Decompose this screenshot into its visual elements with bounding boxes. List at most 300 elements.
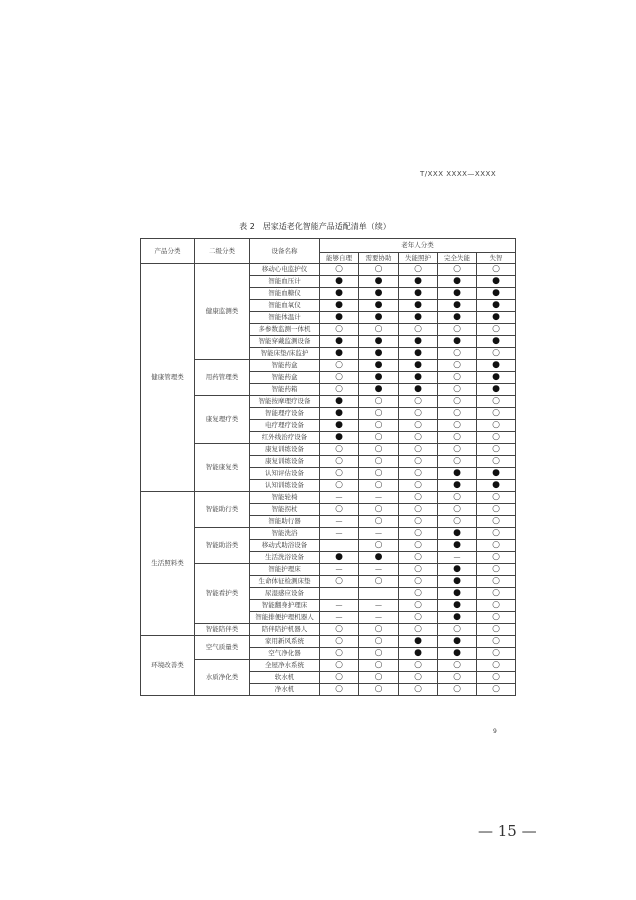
open-circle-icon: ○ — [453, 672, 461, 682]
header-category: 产品分类 — [141, 239, 195, 264]
open-circle-icon: ○ — [492, 420, 500, 430]
open-circle-icon: ○ — [492, 396, 500, 406]
subcategory-cell: 智能康复类 — [195, 444, 250, 492]
device-name-cell: 康复训练设备 — [250, 444, 320, 456]
device-name-cell: 家用新风系统 — [250, 636, 320, 648]
suitability-cell — [320, 564, 359, 576]
suitability-cell — [477, 312, 516, 324]
suitability-cell — [438, 456, 477, 468]
table-row — [141, 264, 516, 276]
device-name-cell: 电疗理疗设备 — [250, 420, 320, 432]
suitability-cell — [359, 420, 399, 432]
filled-circle-icon: ● — [414, 348, 422, 358]
suitability-cell — [359, 480, 399, 492]
open-circle-icon: ○ — [453, 420, 461, 430]
device-name-cell: 智能助行器 — [250, 516, 320, 528]
suitability-cell — [477, 516, 516, 528]
suitability-cell — [399, 540, 438, 552]
open-circle-icon: ○ — [335, 264, 343, 274]
open-circle-icon: ○ — [453, 360, 461, 370]
suitability-cell — [359, 288, 399, 300]
device-name-cell: 智能理疗设备 — [250, 408, 320, 420]
suitability-cell — [438, 444, 477, 456]
suitability-cell — [399, 468, 438, 480]
filled-circle-icon: ● — [453, 576, 461, 586]
suitability-cell — [438, 684, 477, 696]
filled-circle-icon: ● — [414, 372, 422, 382]
device-name-cell: 移动式助浴设备 — [250, 540, 320, 552]
open-circle-icon: ○ — [492, 552, 500, 562]
suitability-cell — [359, 408, 399, 420]
open-circle-icon: ○ — [414, 552, 422, 562]
suitability-cell — [477, 384, 516, 396]
suitability-cell — [359, 444, 399, 456]
open-circle-icon: ○ — [335, 672, 343, 682]
suitability-cell — [399, 396, 438, 408]
filled-circle-icon: ● — [414, 636, 422, 646]
filled-circle-icon: ● — [335, 432, 343, 442]
header-dementia: 失智 — [477, 253, 516, 264]
suitability-cell — [438, 672, 477, 684]
suitability-cell — [320, 420, 359, 432]
table-note-number: 9 — [493, 728, 497, 735]
open-circle-icon: ○ — [335, 468, 343, 478]
open-circle-icon: ○ — [414, 444, 422, 454]
subcategory-cell: 水质净化类 — [195, 660, 250, 696]
suitability-cell — [477, 480, 516, 492]
open-circle-icon: ○ — [414, 504, 422, 514]
suitability-cell — [477, 468, 516, 480]
device-name-cell: 智能药盒 — [250, 360, 320, 372]
filled-circle-icon: ● — [453, 540, 461, 550]
open-circle-icon: ○ — [414, 516, 422, 526]
table-row — [141, 396, 516, 408]
suitability-cell — [359, 468, 399, 480]
suitability-cell — [320, 480, 359, 492]
open-circle-icon: ○ — [374, 420, 383, 430]
filled-circle-icon: ● — [335, 288, 343, 298]
suitability-cell — [320, 648, 359, 660]
device-name-cell: 生命体征检测床垫 — [250, 576, 320, 588]
open-circle-icon: ○ — [453, 408, 461, 418]
filled-circle-icon: ● — [492, 312, 500, 322]
suitability-cell — [320, 552, 359, 564]
suitability-cell — [438, 408, 477, 420]
open-circle-icon: ○ — [492, 456, 500, 466]
suitability-cell — [320, 300, 359, 312]
open-circle-icon: ○ — [414, 468, 422, 478]
device-name-cell: 智能排便护理机器人 — [250, 612, 320, 624]
suitability-cell — [320, 588, 359, 600]
device-name-cell: 空气净化器 — [250, 648, 320, 660]
suitability-cell — [399, 432, 438, 444]
suitability-cell — [477, 372, 516, 384]
suitability-cell — [438, 624, 477, 636]
open-circle-icon: ○ — [492, 624, 500, 634]
dash-icon: — — [335, 601, 343, 609]
filled-circle-icon: ● — [335, 336, 343, 346]
open-circle-icon: ○ — [414, 600, 422, 610]
open-circle-icon: ○ — [453, 684, 461, 694]
filled-circle-icon: ● — [414, 276, 422, 286]
suitability-cell — [399, 528, 438, 540]
suitability-cell — [399, 516, 438, 528]
header-row — [141, 239, 516, 253]
open-circle-icon: ○ — [335, 648, 343, 658]
suitability-cell — [399, 312, 438, 324]
suitability-cell — [477, 264, 516, 276]
open-circle-icon: ○ — [335, 684, 343, 694]
suitability-cell — [399, 672, 438, 684]
open-circle-icon: ○ — [374, 576, 383, 586]
suitability-cell — [399, 504, 438, 516]
device-name-cell: 智能按摩理疗设备 — [250, 396, 320, 408]
filled-circle-icon: ● — [414, 384, 422, 394]
device-name-cell: 红外线治疗设备 — [250, 432, 320, 444]
suitability-cell — [477, 300, 516, 312]
suitability-cell — [399, 324, 438, 336]
open-circle-icon: ○ — [374, 456, 383, 466]
open-circle-icon: ○ — [374, 672, 383, 682]
table-row — [141, 636, 516, 648]
suitability-cell — [320, 456, 359, 468]
suitability-cell — [438, 504, 477, 516]
open-circle-icon: ○ — [374, 408, 383, 418]
suitability-cell — [320, 492, 359, 504]
dash-icon: — — [335, 529, 343, 537]
open-circle-icon: ○ — [414, 264, 422, 274]
suitability-cell — [399, 444, 438, 456]
open-circle-icon: ○ — [492, 432, 500, 442]
suitability-cell — [438, 420, 477, 432]
suitability-cell — [359, 264, 399, 276]
open-circle-icon: ○ — [374, 636, 383, 646]
open-circle-icon: ○ — [414, 684, 422, 694]
suitability-cell — [438, 492, 477, 504]
open-circle-icon: ○ — [453, 384, 461, 394]
open-circle-icon: ○ — [492, 444, 500, 454]
suitability-cell — [320, 324, 359, 336]
table-title: 表 2 居家适老化智能产品适配清单（续） — [239, 222, 391, 231]
open-circle-icon: ○ — [335, 444, 343, 454]
dash-icon: — — [335, 493, 343, 501]
suitability-cell — [399, 552, 438, 564]
open-circle-icon: ○ — [414, 420, 422, 430]
filled-circle-icon: ● — [453, 600, 461, 610]
open-circle-icon: ○ — [374, 324, 383, 334]
open-circle-icon: ○ — [414, 324, 422, 334]
suitability-cell — [477, 420, 516, 432]
device-name-cell: 智能药箱 — [250, 384, 320, 396]
category-cell: 健康管理类 — [141, 264, 195, 492]
filled-circle-icon: ● — [414, 312, 422, 322]
table-row — [141, 492, 516, 504]
device-name-cell: 净水机 — [250, 684, 320, 696]
open-circle-icon: ○ — [335, 504, 343, 514]
suitability-cell — [399, 372, 438, 384]
open-circle-icon: ○ — [492, 540, 500, 550]
filled-circle-icon: ● — [335, 408, 343, 418]
open-circle-icon: ○ — [453, 660, 461, 670]
subcategory-cell: 用药管理类 — [195, 360, 250, 396]
suitability-cell — [320, 360, 359, 372]
filled-circle-icon: ● — [453, 336, 461, 346]
suitability-cell — [477, 348, 516, 360]
dash-icon: — — [375, 529, 382, 537]
filled-circle-icon: ● — [335, 312, 343, 322]
open-circle-icon: ○ — [492, 528, 500, 538]
suitability-cell — [477, 564, 516, 576]
suitability-cell — [320, 672, 359, 684]
suitability-cell — [320, 516, 359, 528]
dash-icon: — — [335, 517, 343, 525]
suitability-cell — [438, 588, 477, 600]
suitability-cell — [359, 540, 399, 552]
suitability-cell — [359, 360, 399, 372]
open-circle-icon: ○ — [414, 396, 422, 406]
suitability-cell — [399, 300, 438, 312]
open-circle-icon: ○ — [492, 348, 500, 358]
suitability-cell — [438, 372, 477, 384]
filled-circle-icon: ● — [453, 612, 461, 622]
open-circle-icon: ○ — [414, 660, 422, 670]
suitability-cell — [477, 588, 516, 600]
subcategory-cell: 空气质量类 — [195, 636, 250, 660]
open-circle-icon: ○ — [492, 612, 500, 622]
suitability-cell — [359, 672, 399, 684]
suitability-cell — [477, 600, 516, 612]
filled-circle-icon: ● — [414, 336, 422, 346]
device-name-cell: 智能穿戴监测设备 — [250, 336, 320, 348]
open-circle-icon: ○ — [453, 624, 461, 634]
suitability-cell — [359, 456, 399, 468]
suitability-cell — [399, 456, 438, 468]
suitability-cell — [477, 456, 516, 468]
subcategory-cell: 智能看护类 — [195, 564, 250, 624]
suitability-cell — [477, 324, 516, 336]
suitability-cell — [477, 672, 516, 684]
device-name-cell: 智能床垫/床监护 — [250, 348, 320, 360]
suitability-cell — [438, 576, 477, 588]
suitability-cell — [320, 600, 359, 612]
suitability-cell — [359, 660, 399, 672]
filled-circle-icon: ● — [374, 372, 383, 382]
filled-circle-icon: ● — [492, 468, 500, 478]
dash-icon: — — [375, 493, 382, 501]
device-name-cell: 移动心电监护仪 — [250, 264, 320, 276]
open-circle-icon: ○ — [492, 564, 500, 574]
subcategory-cell: 智能助浴类 — [195, 528, 250, 564]
suitability-cell — [438, 660, 477, 672]
open-circle-icon: ○ — [492, 588, 500, 598]
open-circle-icon: ○ — [374, 516, 383, 526]
open-circle-icon: ○ — [335, 636, 343, 646]
filled-circle-icon: ● — [374, 300, 383, 310]
device-name-cell: 生活洗浴设备 — [250, 552, 320, 564]
suitability-cell — [359, 312, 399, 324]
suitability-cell — [438, 480, 477, 492]
suitability-cell — [320, 264, 359, 276]
suitability-cell — [477, 336, 516, 348]
open-circle-icon: ○ — [335, 384, 343, 394]
suitability-cell — [477, 288, 516, 300]
open-circle-icon: ○ — [492, 600, 500, 610]
device-name-cell: 智能血糖仪 — [250, 288, 320, 300]
open-circle-icon: ○ — [492, 660, 500, 670]
filled-circle-icon: ● — [374, 348, 383, 358]
open-circle-icon: ○ — [335, 576, 343, 586]
open-circle-icon: ○ — [414, 624, 422, 634]
suitability-cell — [359, 516, 399, 528]
open-circle-icon: ○ — [335, 360, 343, 370]
suitability-cell — [359, 432, 399, 444]
standard-code: T/XXX XXXX—XXXX — [420, 170, 497, 178]
filled-circle-icon: ● — [492, 480, 500, 490]
filled-circle-icon: ● — [453, 564, 461, 574]
table-row — [141, 444, 516, 456]
category-cell: 生活照料类 — [141, 492, 195, 636]
suitability-cell — [320, 504, 359, 516]
suitability-cell — [477, 612, 516, 624]
suitability-cell — [320, 684, 359, 696]
open-circle-icon: ○ — [453, 348, 461, 358]
suitability-cell — [320, 396, 359, 408]
dash-icon: — — [375, 613, 382, 621]
suitability-cell — [359, 576, 399, 588]
open-circle-icon: ○ — [492, 492, 500, 502]
suitability-cell — [399, 612, 438, 624]
suitability-cell — [477, 552, 516, 564]
dash-icon: — — [335, 613, 343, 621]
suitability-cell — [320, 612, 359, 624]
suitability-cell — [438, 552, 477, 564]
open-circle-icon: ○ — [453, 444, 461, 454]
suitability-cell — [438, 324, 477, 336]
suitability-cell — [477, 408, 516, 420]
suitability-cell — [399, 564, 438, 576]
suitability-cell — [438, 348, 477, 360]
suitability-cell — [359, 624, 399, 636]
suitability-cell — [399, 276, 438, 288]
product-table — [140, 238, 516, 696]
open-circle-icon: ○ — [453, 264, 461, 274]
device-name-cell: 智能拐杖 — [250, 504, 320, 516]
open-circle-icon: ○ — [492, 264, 500, 274]
device-name-cell: 智能护理床 — [250, 564, 320, 576]
filled-circle-icon: ● — [453, 636, 461, 646]
filled-circle-icon: ● — [453, 648, 461, 658]
suitability-cell — [477, 576, 516, 588]
filled-circle-icon: ● — [492, 384, 500, 394]
filled-circle-icon: ● — [335, 420, 343, 430]
open-circle-icon: ○ — [453, 396, 461, 406]
suitability-cell — [399, 360, 438, 372]
suitability-cell — [399, 288, 438, 300]
suitability-cell — [359, 492, 399, 504]
open-circle-icon: ○ — [492, 684, 500, 694]
filled-circle-icon: ● — [335, 276, 343, 286]
open-circle-icon: ○ — [492, 636, 500, 646]
suitability-cell — [359, 564, 399, 576]
device-name-cell: 康复训练设备 — [250, 456, 320, 468]
open-circle-icon: ○ — [414, 492, 422, 502]
header-elder-class: 老年人分类 — [320, 239, 516, 253]
filled-circle-icon: ● — [374, 552, 383, 562]
suitability-cell — [320, 528, 359, 540]
suitability-cell — [477, 444, 516, 456]
header-device-name: 设备名称 — [250, 239, 320, 264]
open-circle-icon: ○ — [374, 444, 383, 454]
open-circle-icon: ○ — [374, 624, 383, 634]
suitability-cell — [320, 432, 359, 444]
suitability-cell — [399, 660, 438, 672]
open-circle-icon: ○ — [492, 672, 500, 682]
suitability-cell — [477, 432, 516, 444]
suitability-cell — [320, 660, 359, 672]
device-name-cell: 智能翻身护理床 — [250, 600, 320, 612]
filled-circle-icon: ● — [453, 312, 461, 322]
suitability-cell — [359, 384, 399, 396]
open-circle-icon: ○ — [335, 624, 343, 634]
suitability-cell — [477, 276, 516, 288]
suitability-cell — [438, 336, 477, 348]
suitability-cell — [320, 348, 359, 360]
suitability-cell — [399, 384, 438, 396]
filled-circle-icon: ● — [492, 300, 500, 310]
filled-circle-icon: ● — [453, 288, 461, 298]
open-circle-icon: ○ — [374, 432, 383, 442]
suitability-cell — [477, 360, 516, 372]
suitability-cell — [359, 600, 399, 612]
suitability-cell — [320, 624, 359, 636]
suitability-cell — [438, 300, 477, 312]
open-circle-icon: ○ — [335, 480, 343, 490]
suitability-cell — [399, 588, 438, 600]
suitability-cell — [438, 528, 477, 540]
suitability-cell — [359, 588, 399, 600]
table-row — [141, 660, 516, 672]
header-self-care: 能够自理 — [320, 253, 359, 264]
suitability-cell — [477, 648, 516, 660]
open-circle-icon: ○ — [374, 540, 383, 550]
suitability-cell — [477, 504, 516, 516]
open-circle-icon: ○ — [492, 504, 500, 514]
open-circle-icon: ○ — [374, 480, 383, 490]
device-name-cell: 认知评估设备 — [250, 468, 320, 480]
open-circle-icon: ○ — [414, 408, 422, 418]
suitability-cell — [320, 468, 359, 480]
dash-icon: — — [375, 601, 382, 609]
open-circle-icon: ○ — [414, 528, 422, 538]
suitability-cell — [320, 408, 359, 420]
filled-circle-icon: ● — [492, 336, 500, 346]
open-circle-icon: ○ — [374, 660, 383, 670]
open-circle-icon: ○ — [453, 504, 461, 514]
filled-circle-icon: ● — [374, 384, 383, 394]
suitability-cell — [477, 528, 516, 540]
subcategory-cell: 智能助行类 — [195, 492, 250, 528]
filled-circle-icon: ● — [492, 288, 500, 298]
suitability-cell — [320, 384, 359, 396]
category-cell: 环境改善类 — [141, 636, 195, 696]
page-number: — 15 — — [478, 822, 537, 840]
device-name-cell: 多参数监测一体机 — [250, 324, 320, 336]
suitability-cell — [359, 348, 399, 360]
filled-circle-icon: ● — [414, 360, 422, 370]
open-circle-icon: ○ — [492, 516, 500, 526]
suitability-cell — [359, 612, 399, 624]
device-name-cell: 智能体温计 — [250, 312, 320, 324]
